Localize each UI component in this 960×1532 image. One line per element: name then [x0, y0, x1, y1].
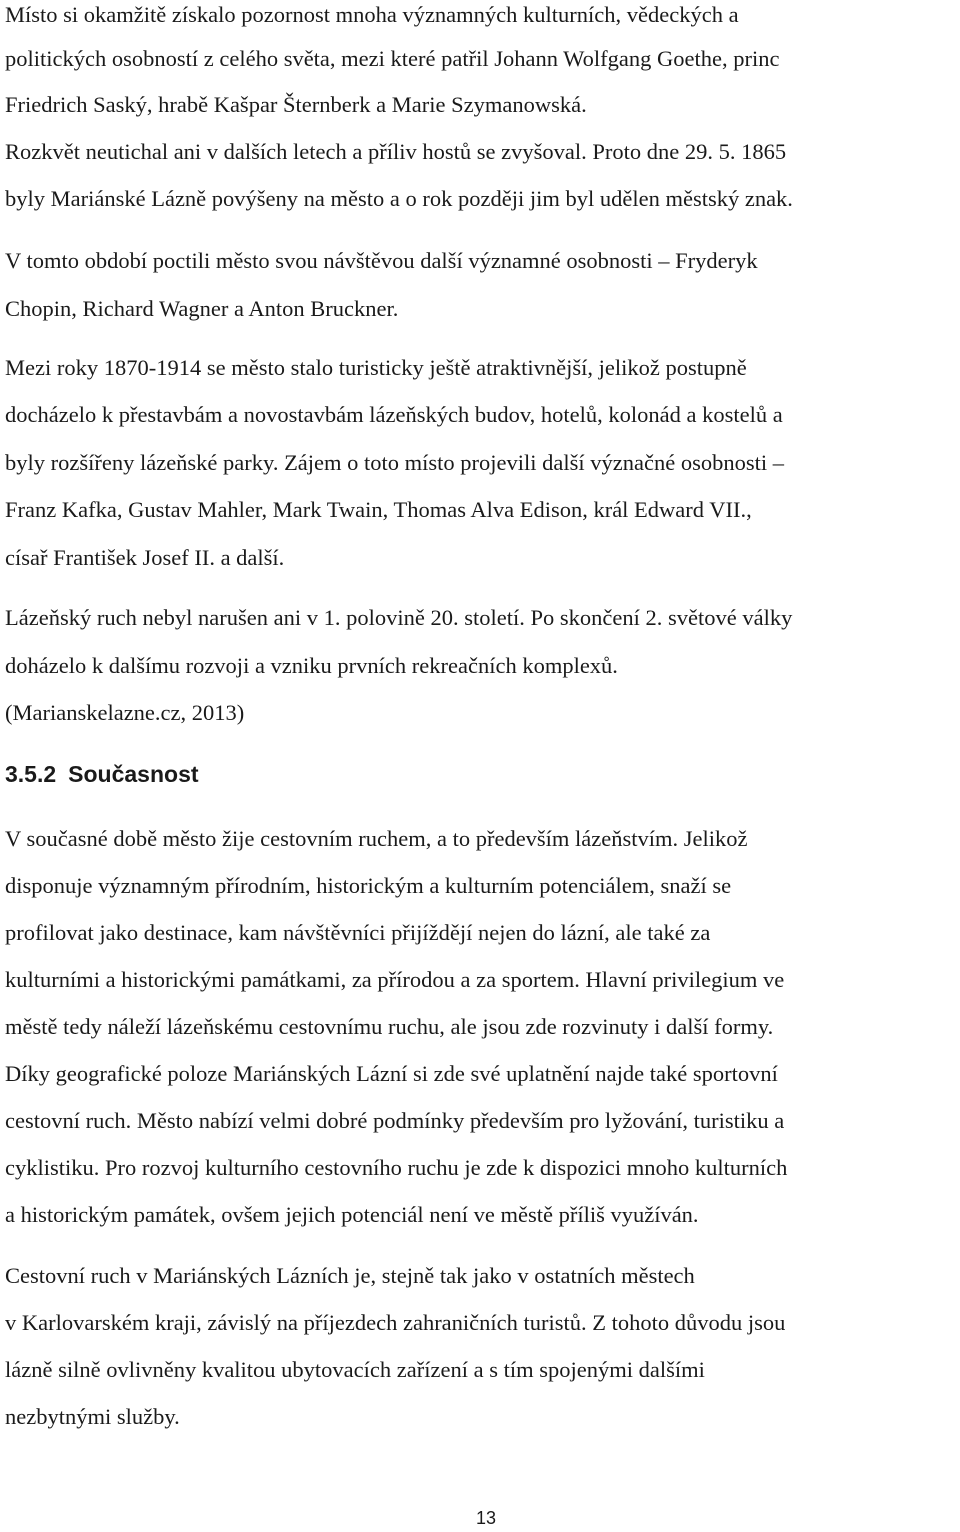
text-line: V současné době město žije cestovním ruchem, a to především lázeňstvím. Jelikož: [5, 826, 748, 851]
section-title: Současnost: [68, 761, 199, 787]
text-line: byly rozšířeny lázeňské parky. Zájem o toto místo projevili další význačné osobnosti –: [5, 450, 784, 475]
text-line: Franz Kafka, Gustav Mahler, Mark Twain, Thomas Alva Edison, král Edward VII.,: [5, 497, 752, 522]
text-line: nezbytnými služby.: [5, 1404, 180, 1429]
text-line: docházelo k přestavbám a novostavbám lázeňských budov, hotelů, kolonád a kostelů a: [5, 402, 783, 427]
text-line: císař František Josef II. a další.: [5, 545, 285, 570]
text-line: cestovní ruch. Město nabízí velmi dobré podmínky především pro lyžování, turistiku a: [5, 1108, 785, 1133]
text-line: (Marianskelazne.cz, 2013): [5, 700, 245, 725]
text-line: byly Mariánské Lázně povýšeny na město a o rok později jim byl udělen městský znak.: [5, 186, 793, 211]
text-line: V tomto období poctili město svou návštěvou další významné osobnosti – Fryderyk: [5, 248, 758, 273]
text-line: kulturními a historickými památkami, za přírodou a za sportem. Hlavní privilegium ve: [5, 967, 785, 992]
text-line: Lázeňský ruch nebyl narušen ani v 1. polovině 20. století. Po skončení 2. světové války: [5, 605, 793, 630]
text-line: politických osobností z celého světa, mezi které patřil Johann Wolfgang Goethe, princ: [5, 46, 780, 71]
text-line: cyklistiku. Pro rozvoj kulturního cestovního ruchu je zde k dispozici mnoho kulturních: [5, 1155, 788, 1180]
text-line: Chopin, Richard Wagner a Anton Bruckner.: [5, 296, 399, 321]
text-line: Cestovní ruch v Mariánských Lázních je, stejně tak jako v ostatních městech: [5, 1263, 695, 1288]
page-number: 13: [475, 1508, 497, 1528]
text-line: Rozkvět neutichal ani v dalších letech a příliv hostů se zvyšoval. Proto dne 29. 5. 1865: [5, 139, 787, 164]
text-line: Díky geografické poloze Mariánských Lázní si zde své uplatnění najde také sportovní: [5, 1061, 778, 1086]
text-line: Místo si okamžitě získalo pozornost mnoha významných kulturních, vědeckých a: [5, 2, 739, 27]
text-line: disponuje významným přírodním, historickým a kulturním potenciálem, snaží se: [5, 873, 732, 898]
text-line: Friedrich Saský, hrabě Kašpar Šternberk a Marie Szymanowská.: [5, 92, 587, 117]
text-line: městě tedy náleží lázeňskému cestovnímu ruchu, ale jsou zde rozvinuty i další formy.: [5, 1014, 774, 1039]
text-line: v Karlovarském kraji, závislý na příjezdech zahraničních turistů. Z tohoto důvodu jsou: [5, 1310, 786, 1335]
section-heading: [5, 759, 199, 789]
text-line: lázně silně ovlivněny kvalitou ubytovacích zařízení a s tím spojenými dalšími: [5, 1357, 705, 1382]
section-number: 3.5.2: [5, 761, 57, 787]
text-line: profilovat jako destinace, kam návštěvníci přijíždějí nejen do lázní, ale také za: [5, 920, 711, 945]
text-line: a historickým památek, ovšem jejich potenciál není ve městě příliš využíván.: [5, 1202, 699, 1227]
text-line: Mezi roky 1870-1914 se město stalo turisticky ještě atraktivnější, jelikož postupně: [5, 355, 747, 380]
text-line: doházelo k dalšímu rozvoji a vzniku prvních rekreačních komplexů.: [5, 653, 618, 678]
